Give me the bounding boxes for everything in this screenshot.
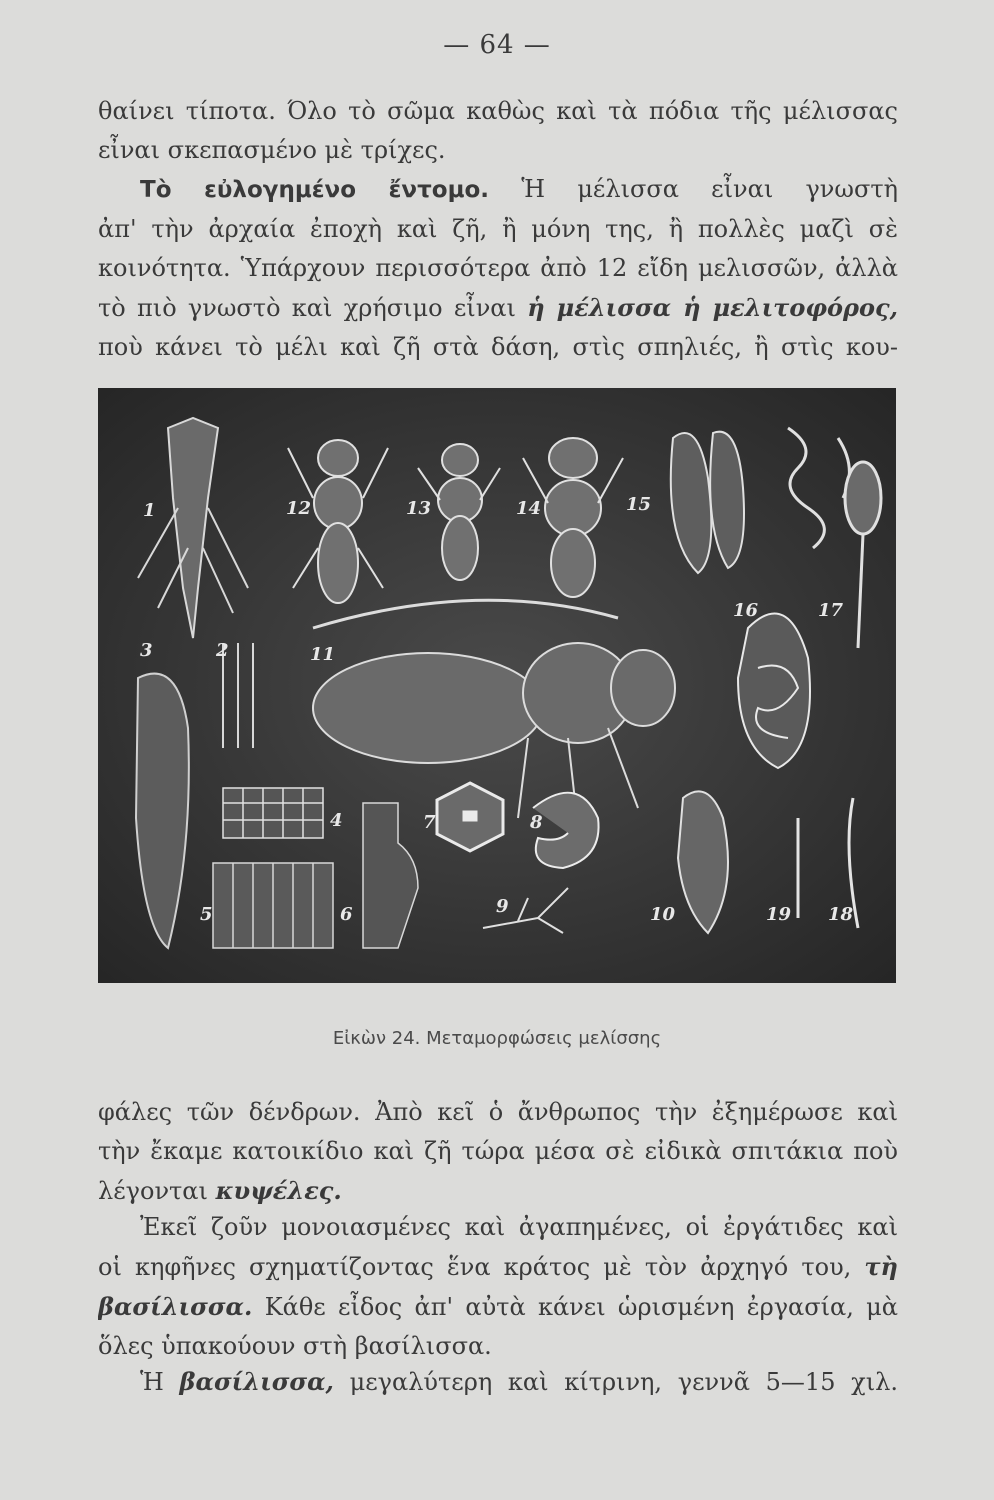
- comb-section-drawing: [213, 863, 333, 948]
- text-line: [98, 1171, 898, 1211]
- text-run: Κάθε εἶδος ἀπ' αὐτὰ κάνει ὡρισμένη ἐργασία, μὰ: [264, 1293, 898, 1321]
- paragraph-5: [98, 1362, 898, 1402]
- text-line: εἶναι σκεπασμένο μὲ τρίχες.: [98, 136, 446, 164]
- figure-label-19: 19: [766, 904, 792, 925]
- text-line: [98, 288, 898, 328]
- paragraph-1: [98, 92, 898, 170]
- text-run: οἱ κηφῆνες σχηματίζοντας ἕνα κράτος μὲ τὸν ἀρχηγό του,: [98, 1253, 852, 1281]
- figure-label-6: 6: [340, 904, 353, 925]
- paragraph-4: [98, 1208, 898, 1366]
- figure-label-1: 1: [143, 500, 156, 521]
- figure-label-13: 13: [406, 498, 432, 519]
- figure-label-15: 15: [626, 494, 652, 515]
- figure-caption: Εἰκὼν 24. Μεταμορφώσεις μελίσσης: [332, 1028, 662, 1049]
- text-run: Ἡ: [140, 1368, 164, 1396]
- emphasized-term: βασίλισσα,: [179, 1367, 334, 1396]
- figure-label-5: 5: [200, 904, 213, 925]
- emphasized-term: ἡ μέλισσα ἡ μελιτοφόρος,: [527, 293, 898, 322]
- figure-label-14: 14: [516, 498, 542, 519]
- figure-illustration: [98, 388, 896, 983]
- bee-metamorphosis-figure: [98, 388, 896, 983]
- figure-label-10: 10: [650, 904, 676, 925]
- figure-label-12: 12: [286, 498, 312, 519]
- text-line: [98, 170, 898, 210]
- figure-label-9: 9: [496, 896, 509, 917]
- honeycomb-drawing: [223, 788, 323, 838]
- text-run: μεγαλύτερη καὶ κίτρινη, γεννᾶ 5—15 χιλ.: [349, 1368, 898, 1396]
- figure-label-4: 4: [330, 810, 343, 831]
- figure-label-16: 16: [733, 600, 759, 621]
- page-number: — 64 —: [443, 30, 551, 60]
- text-line: θαίνει τίποτα. Όλο τὸ σῶμα καθὼς καὶ τὰ πόδια τῆς μέλισσας: [98, 97, 898, 125]
- figure-label-3: 3: [140, 640, 153, 661]
- text-run: Ἐκεῖ ζοῦν μονοιασμένες καὶ ἀγαπημένες, οἱ ἐργάτιδες καὶ: [140, 1213, 898, 1241]
- text-line: [98, 1287, 898, 1327]
- figure-label-17: 17: [818, 600, 844, 621]
- text-run: λέγονται: [98, 1177, 208, 1205]
- emphasized-term: βασίλισσα.: [98, 1292, 253, 1321]
- section-heading: Τὸ εὐλογημένο ἔντομο.: [140, 177, 490, 203]
- text-line: ὅλες ὑπακούουν στὴ βασίλισσα.: [98, 1332, 492, 1360]
- emphasized-term: κυψέλες.: [215, 1176, 342, 1205]
- text-line: ἀπ' τὴν ἀρχαία ἐποχὴ καὶ ζῆ, ἢ μόνη της, ἢ πολλὲς μαζὶ σὲ: [98, 215, 898, 243]
- figure-label-7: 7: [423, 812, 436, 833]
- text-line: κοινότητα. Ὑπάρχουν περισσότερα ἀπὸ 12 εἴδη μελισσῶν, ἀλλὰ: [98, 254, 898, 282]
- figure-label-18: 18: [828, 904, 854, 925]
- emphasized-term: τὴ: [864, 1252, 898, 1281]
- text-line: φάλες τῶν δένδρων. Ἀπὸ κεῖ ὁ ἄνθρωπος τὴν ἐξημέρωσε καὶ: [98, 1098, 898, 1126]
- text-line: [98, 1362, 898, 1402]
- figure-label-11: 11: [310, 644, 336, 665]
- paragraph-3: [98, 1093, 898, 1211]
- paragraph-2: [98, 170, 898, 367]
- figure-label-8: 8: [530, 812, 543, 833]
- text-line: τὴν ἔκαμε κατοικίδιο καὶ ζῆ τώρα μέσα σὲ εἰδικὰ σπιτάκια ποὺ: [98, 1137, 898, 1165]
- figure-label-2: 2: [216, 640, 229, 661]
- text-line: [98, 1208, 898, 1247]
- text-line: ποὺ κάνει τὸ μέλι καὶ ζῆ στὰ δάση, στὶς σπηλιές, ἢ στὶς κου-: [98, 333, 898, 361]
- text-run: Ἡ μέλισσα εἶναι γνωστὴ: [521, 175, 898, 203]
- text-run: τὸ πιὸ γνωστὸ καὶ χρήσιμο εἶναι: [98, 294, 516, 322]
- text-line: [98, 1247, 898, 1287]
